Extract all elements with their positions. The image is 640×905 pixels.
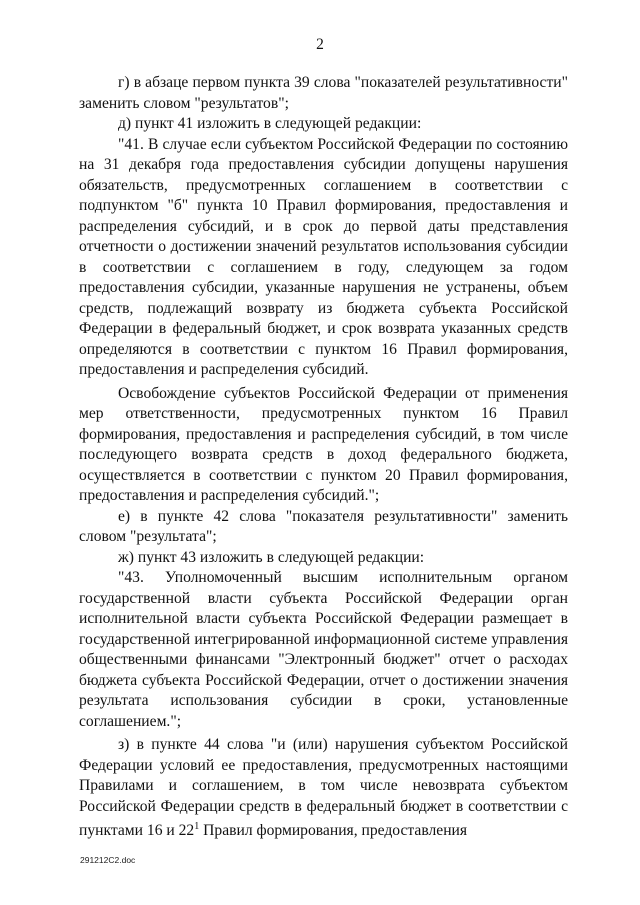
paragraph-z [79, 735, 568, 842]
paragraph-41: "41. В случае если субъектом Российской Федерации по состоянию на 31 декабря года предоставления субсидии допущены нарушения обязательств, предусмотренных соглашением в соответствии с подпунктом "б" пункта 10 Правил формирования, предоставления и распределения субсидий, и в срок до первой даты представления отчетности о достижении значений результатов использования субсидии в соответствии с соглашением в году, следующем за годом предоставления субсидии, указанные нарушения не устранены, объем средств, подлежащий возврату из бюджета субъекта Российской Федерации в федеральный бюджет, и срок возврата указанных средств определяются в соответствии с пунктом 16 Правил формирования, предоставления и распределения субсидий. [79, 135, 568, 378]
paragraph-e: е) в пункте 42 слова "показателя результативности" заменить словом "результата"; [79, 507, 568, 545]
paragraph-g: г) в абзаце первом пункта 39 слова "показателей результативности" заменить словом "результатов"; [79, 74, 568, 112]
paragraph-z-text: з) в пункте 44 слова "и (или) нарушения субъектом Российской Федерации условий ее предоставления, предусмотренных настоящими Правилами и соглашением, в том числе невозврата субъектом Российской Федерации средств в федеральный бюджет в соответствии с пунктами 16 и 22 [79, 736, 568, 839]
paragraph-43: "43. Уполномоченный высшим исполнительным органом государственной власти субъекта Российской Федерации орган исполнительной власти субъекта Российской Федерации размещает в государственной интегрированной информационной системе управления общественными финансами "Электронный бюджет" отчет о расходах бюджета субъекта Российской Федерации, отчет о достижении значения результата использования субсидии в сроки, установленные соглашением."; [79, 569, 568, 730]
paragraph-z-tail: Правил формирования, предоставления [199, 822, 468, 839]
paragraph-zh: ж) пункт 43 изложить в следующей редакции: [118, 548, 425, 566]
paragraph-exemption: Освобождение субъектов Российской Федерации от применения мер ответственности, предусмотренных пунктом 16 Правил формирования, предоставления и распределения субсидий, в том числе последующего возврата средств в доход федерального бюджета, осуществляется в соответствии с пунктом 20 Правил формирования, предоставления и распределения субсидий."; [79, 384, 568, 504]
paragraph-d: д) пункт 41 изложить в следующей редакции: [118, 115, 422, 132]
page-number: 2 [316, 36, 324, 53]
document-body [79, 73, 568, 842]
superscript: 1 [194, 821, 200, 832]
file-name-footer: 291212С2.doc [80, 855, 136, 865]
